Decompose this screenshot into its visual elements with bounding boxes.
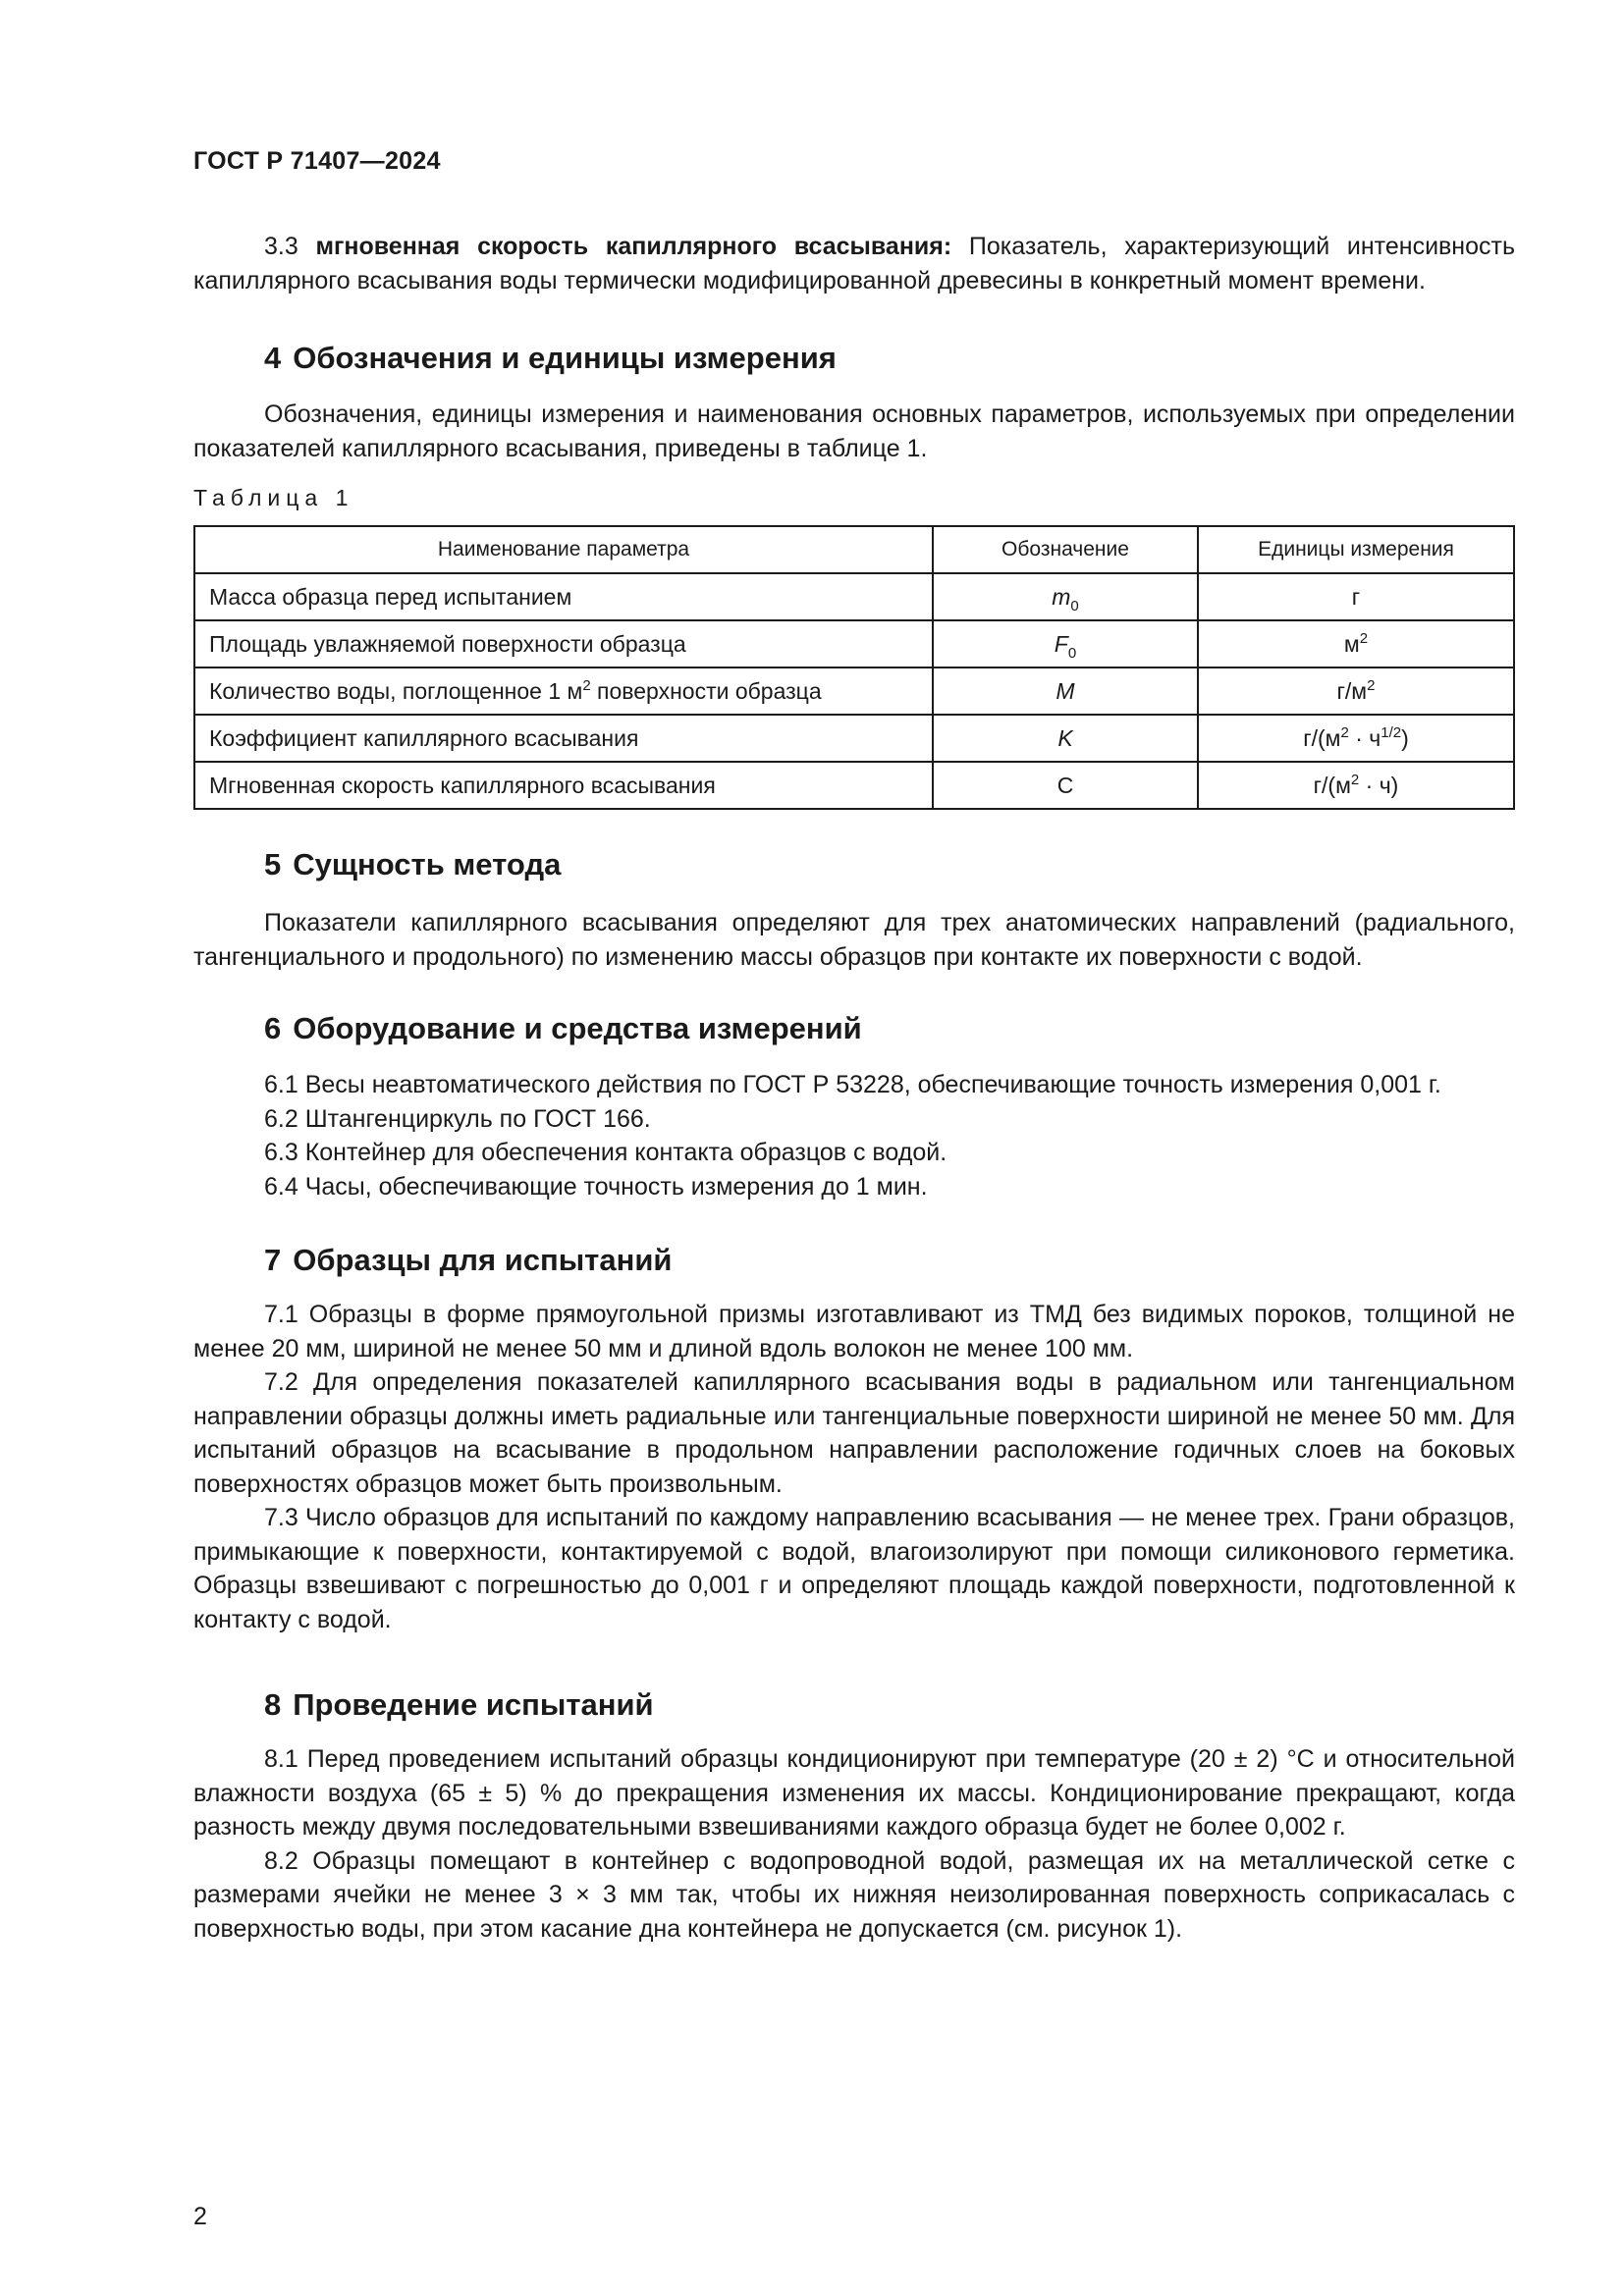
term-3-3 (193, 230, 1515, 297)
cell-unit: г (1198, 573, 1514, 620)
document-page (193, 147, 1515, 1946)
clause-7-1: 7.1 Образцы в форме прямоугольной призмы изготавливают из ТМД без видимых пороков, толщиной не менее 20 мм, шириной не менее 50 мм и длиной вдоль волокон не менее 100 мм. (193, 1301, 1515, 1362)
section-number: 7 (264, 1243, 282, 1277)
section-number: 8 (264, 1687, 282, 1722)
cell-unit: $г/м^2$ (1198, 667, 1514, 715)
header-cell-name: Наименование параметра (194, 526, 933, 573)
section-8-heading (193, 1685, 1515, 1725)
cell-symbol: С (933, 762, 1198, 809)
table-row (194, 715, 1514, 762)
cell-symbol: K (933, 715, 1198, 762)
clause-8-2: 8.2 Образцы помещают в контейнер с водопроводной водой, размещая их на металлической сетке с размерами ячейки не менее 3 × 3 мм так, чтобы их нижняя неизолированная поверхность соприкасалась с поверхностью воды, при этом касание дна контейнера не допускается (см. рисунок 1). (193, 1846, 1515, 1943)
clause-6-3: 6.3 Контейнер для обеспечения контакта образцов с водой. (264, 1139, 947, 1166)
section-number: 4 (264, 341, 282, 375)
term-number: 3.3 (264, 233, 298, 260)
section-title: Оборудование и средства измерений (293, 1011, 862, 1045)
section-4-text: Обозначения, единицы измерения и наименования основных параметров, используемых при определении показателей капиллярного всасывания, приведены в таблице 1. (193, 400, 1515, 462)
table-row (194, 620, 1514, 667)
term-name: мгновенная скорость капиллярного всасывания: (315, 233, 952, 260)
page-number: 2 (193, 2203, 207, 2230)
section-title: Сущность метода (293, 847, 562, 881)
table-row (194, 667, 1514, 715)
section-title: Проведение испытаний (293, 1687, 654, 1722)
section-6-heading (193, 1009, 1515, 1048)
cell-symbol: $m_0$ (933, 573, 1198, 620)
cell-name: Масса образца перед испытанием (194, 573, 933, 620)
section-7-heading (193, 1241, 1515, 1280)
table-header-row (194, 526, 1514, 573)
section-title: Образцы для испытаний (293, 1243, 673, 1277)
document-id-header: ГОСТ Р 71407—2024 (193, 147, 441, 175)
section-number: 5 (264, 847, 282, 881)
cell-name: Площадь увлажняемой поверхности образца (194, 620, 933, 667)
table-row (194, 762, 1514, 809)
section-5-text: Показатели капиллярного всасывания определяют для трех анатомических направлений (радиального, тангенциального и продольного) по изменению массы образцов при контакте их поверхности с водой. (193, 909, 1515, 971)
header-cell-symbol: Обозначение (933, 526, 1198, 573)
section-number: 6 (264, 1011, 282, 1045)
cell-unit: $м^2$ (1198, 620, 1514, 667)
header-cell-unit: Единицы измерения (1198, 526, 1514, 573)
clause-7-2: 7.2 Для определения показателей капиллярного всасывания воды в радиальном или тангенциальном направлении образцы должны иметь радиальные или тангенциальные поверхности шириной не менее 50 мм. Для испытаний образцов на всасывание в продольном направлении расположение годичных слоев на боковых поверхностях образцов может быть произвольным. (193, 1368, 1515, 1498)
term-definition: Показатель, характеризующий интенсивность капиллярного всасывания воды термически модифицированной древесины в конкретный момент времени. (193, 233, 1515, 294)
clause-6-4: 6.4 Часы, обеспечивающие точность измерения до 1 мин. (264, 1172, 928, 1201)
clause-6-1: 6.1 Весы неавтоматического действия по ГОСТ Р 53228, обеспечивающие точность измерения 0,001 г. (264, 1071, 1441, 1098)
table-row (194, 573, 1514, 620)
section-title: Обозначения и единицы измерения (293, 341, 837, 375)
parameters-table (193, 525, 1515, 810)
table-caption: Таблица 1 (193, 485, 354, 510)
cell-symbol: M (933, 667, 1198, 715)
clause-7-3: 7.3 Число образцов для испытаний по каждому направлению всасывания — не менее трех. Грани образцов, примыкающие к поверхности, контактируемой с водой, влагоизолируют при помощи силиконового герметика. Образцы взвешивают с погрешностью до 0,001 г и определяют площадь каждой поверхности, подготовленной к контакту с водой. (193, 1504, 1515, 1633)
clause-8-1: 8.1 Перед проведением испытаний образцы кондиционируют при температуре (20 ± 2) °С и относительной влажности воздуха (65 ± 5) % до прекращения изменения их массы. Кондиционирование прекращают, когда разность между двумя последовательными взвешиваниями каждого образца будет не более 0,002 г. (193, 1745, 1515, 1841)
section-5-heading (193, 845, 1515, 884)
clause-6-2: 6.2 Штангенциркуль по ГОСТ 166. (264, 1104, 651, 1133)
cell-unit: $г/(м^2 \cdot ч)$ (1198, 762, 1514, 809)
cell-symbol: $F_0$ (933, 620, 1198, 667)
cell-name: Количество воды, поглощенное 1 $м^2$ поверхности образца (194, 667, 933, 715)
cell-name: Мгновенная скорость капиллярного всасывания (194, 762, 933, 809)
cell-name: Коэффициент капиллярного всасывания (194, 715, 933, 762)
section-4-heading (193, 339, 1515, 378)
cell-unit: $г/(м^2 \cdot ч^{1/2})$ (1198, 715, 1514, 762)
